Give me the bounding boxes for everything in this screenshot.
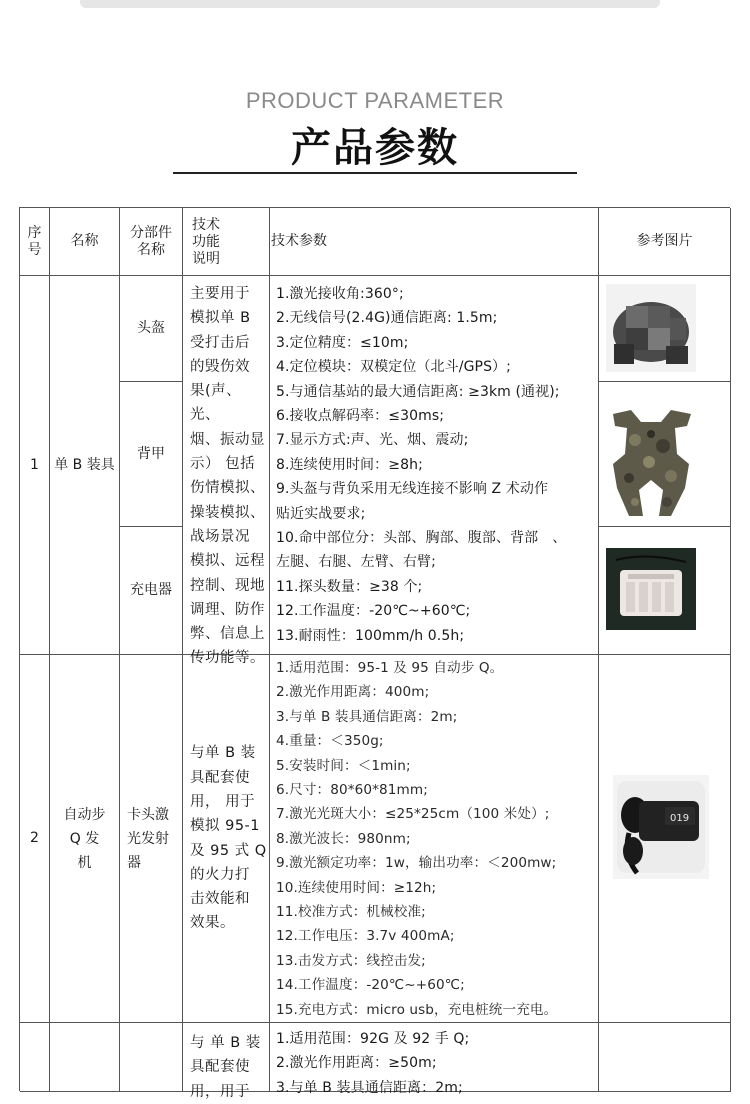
row1-image-helmet-cell	[599, 276, 731, 382]
param-line: 左腿、右腿、左臂、右臂;	[276, 554, 436, 571]
row2-params	[270, 655, 599, 1023]
row2-seq	[20, 655, 50, 1023]
function-line: 受打击后	[190, 334, 250, 351]
function-line: 用，用于	[190, 1083, 250, 1100]
row1-image-vest-cell	[599, 382, 731, 527]
function-line: 用， 用于	[190, 793, 256, 810]
row2-name-line: 自动步	[63, 806, 106, 823]
chinese-section-title: 产品参数	[291, 125, 459, 171]
param-line: 12.工作电压：3.7v 400mA;	[276, 928, 455, 945]
param-line: 贴近实战要求;	[276, 505, 366, 522]
function-line: 弊、信息上	[190, 626, 265, 643]
row1-params	[270, 276, 599, 655]
row1-component-vest	[120, 382, 183, 527]
param-line: 7.显示方式:声、光、烟、震动;	[276, 432, 469, 449]
row1-component-helmet	[120, 276, 183, 382]
header-component	[120, 208, 183, 276]
row2-name-line: Q 发	[69, 830, 100, 847]
function-line: 主要用于	[190, 286, 250, 302]
param-line: 11.探头数量：≥38 个;	[276, 578, 423, 595]
param-line: 5.与通信基站的最大通信距离: ≥3km (通视);	[276, 383, 560, 400]
row3-component	[120, 1023, 183, 1092]
function-line: 示） 包括	[190, 456, 256, 473]
row2-image-cell	[599, 655, 731, 1023]
header-seq-line: 序	[27, 224, 42, 241]
header-image-text: 参考图片	[636, 233, 693, 249]
param-line: 13.耐雨性：100mm/h 0.5h;	[276, 627, 465, 644]
function-line: 果(声、光、	[190, 383, 242, 424]
function-line: 具配套使	[190, 769, 250, 786]
function-line: 模拟单 B	[190, 310, 251, 327]
function-line: 战场景况	[190, 528, 250, 545]
function-line: 控制、现地	[190, 577, 265, 594]
header-seq	[20, 208, 50, 276]
function-line: 伤情模拟、	[190, 480, 265, 497]
param-line: 2.无线信号(2.4G)通信距离: 1.5m;	[276, 310, 498, 327]
function-line: 具配套使	[190, 1059, 250, 1076]
row1-seq	[20, 276, 50, 655]
param-line: 9.头盔与背负采用无线连接不影响 Z 术动作	[276, 481, 549, 498]
row1-component-charger	[120, 527, 183, 655]
param-line: 6.接收点解码率：≤30ms;	[276, 408, 445, 425]
row1-seq-text: 1	[30, 456, 39, 473]
function-line: 及 95 式 Q	[190, 842, 267, 859]
row2-component-line: 卡头激	[127, 806, 169, 823]
function-line: 操装模拟、	[190, 504, 265, 521]
row2-name-line: 机	[77, 854, 92, 871]
param-line: 1.适用范围：92G 及 92 手 Q;	[276, 1031, 470, 1047]
component-label: 背甲	[137, 445, 165, 462]
row3-image-cell	[599, 1023, 731, 1092]
header-name	[50, 208, 120, 276]
header-function-line: 说明	[192, 251, 220, 267]
param-line: 9.激光额定功率：1w，输出功率：＜200mw;	[276, 855, 557, 872]
laser-emitter-photo-image	[613, 775, 709, 879]
top-decoration-strip	[80, 0, 660, 8]
header-params	[270, 208, 599, 276]
param-line: 1.适用范围：95-1 及 95 自动步 Q。	[276, 660, 504, 676]
component-label: 头盔	[137, 320, 165, 336]
param-line: 10.命中部位分：头部、胸部、腹部、背部 、	[276, 530, 567, 547]
row3-seq	[20, 1023, 50, 1092]
component-label: 充电器	[130, 582, 172, 598]
row2-function	[183, 655, 270, 1023]
param-line: 13.击发方式：线控击发;	[276, 952, 426, 969]
header-name-text: 名称	[70, 233, 99, 249]
row2-component-line: 光发射	[127, 830, 169, 847]
param-line: 3.与单 B 装具通信距离：2m;	[276, 1079, 463, 1096]
param-line: 8.连续使用时间：≥8h;	[276, 456, 423, 473]
row1-name-text: 单 B 装具	[54, 456, 115, 473]
row1-name	[50, 276, 120, 655]
header-image	[599, 208, 731, 276]
title-underline	[173, 172, 577, 174]
param-line: 8.激光波长：980nm;	[276, 830, 411, 847]
helmet-photo-image	[606, 284, 696, 372]
vest-photo-image	[605, 406, 697, 524]
header-component-line: 名称	[137, 241, 165, 258]
param-line: 11.校准方式：机械校准;	[276, 904, 426, 921]
param-line: 1.激光接收角:360°;	[276, 286, 404, 302]
header-component-line: 分部件	[130, 224, 172, 241]
function-line: 的毁伤效	[190, 358, 250, 375]
param-line: 5.安装时间：＜1min;	[276, 757, 411, 774]
row2-name	[50, 655, 120, 1023]
param-line: 7.激光光斑大小：≤25*25cm（100 米处）;	[276, 806, 550, 823]
param-line: 3.与单 B 装具通信距离：2m;	[276, 708, 458, 725]
row3-params	[270, 1023, 599, 1096]
function-line: 击效能和	[190, 891, 250, 908]
param-line: 14.工作温度：-20℃~+60℃;	[276, 977, 465, 994]
param-line: 2.激光作用距离：≥50m;	[276, 1055, 437, 1072]
function-line: 的火力打	[190, 866, 250, 883]
function-line: 传功能等。	[190, 650, 265, 667]
param-line: 2.激光作用距离：400m;	[276, 684, 430, 701]
row1-image-charger-cell	[599, 527, 731, 655]
row3-name	[50, 1023, 120, 1092]
function-line: 调理、防作	[190, 601, 265, 618]
param-line: 3.定位精度：≤10m;	[276, 334, 409, 351]
laser-emitter-label: 019	[670, 813, 690, 824]
function-line: 与 单 B 装	[190, 1035, 261, 1051]
function-line: 烟、振动显	[190, 431, 265, 448]
header-seq-line: 号	[27, 241, 42, 258]
header-params-text: 技术参数	[271, 233, 327, 249]
english-section-title: PRODUCT PARAMETER	[245, 88, 505, 113]
header-function-line: 功能	[192, 234, 220, 250]
parameter-table	[19, 207, 730, 1100]
param-line: 4.定位模块：双模定位（北斗/GPS）;	[276, 359, 511, 376]
function-line: 与单 B 装	[190, 745, 256, 762]
header-function-line: 技术	[192, 217, 220, 233]
function-line: 模拟 95-1	[190, 818, 261, 835]
param-line: 10.连续使用时间：≥12h;	[276, 879, 437, 896]
function-line: 模拟、远程	[190, 553, 265, 570]
row1-function	[183, 276, 270, 667]
row2-component	[120, 655, 183, 1023]
header-function	[183, 208, 270, 276]
row3-function	[183, 1023, 270, 1100]
function-line: 效果。	[190, 915, 235, 932]
param-line: 12.工作温度：-20℃~+60℃;	[276, 603, 471, 620]
param-line: 4.重量：＜350g;	[276, 733, 384, 750]
row2-seq-text: 2	[30, 830, 39, 846]
param-line: 15.充电方式：micro usb，充电桩统一充电。	[276, 1001, 558, 1018]
param-line: 6.尺寸：80*60*81mm;	[276, 782, 428, 799]
charger-photo-image	[606, 548, 696, 630]
row2-component-line: 器	[127, 854, 141, 871]
